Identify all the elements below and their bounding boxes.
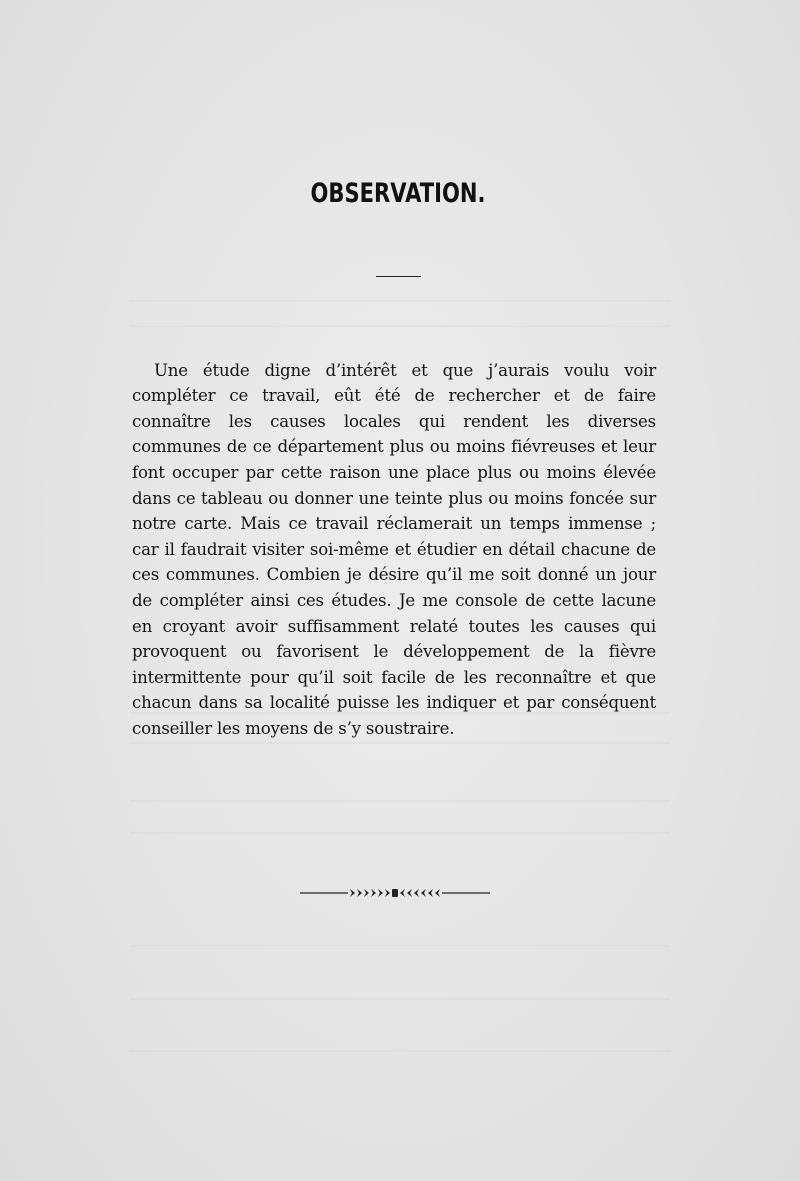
tailpiece-ornament-icon xyxy=(300,887,490,899)
bleed-through-line xyxy=(130,300,670,302)
bleed-through-line xyxy=(130,742,670,744)
bleed-through-line xyxy=(130,325,670,327)
bleed-through-line xyxy=(130,998,670,1000)
bleed-through-line xyxy=(130,800,670,802)
title-divider xyxy=(376,276,421,277)
bleed-through-line xyxy=(130,1050,670,1052)
decorative-tailpiece-icon xyxy=(0,884,790,903)
page-title: OBSERVATION. xyxy=(310,178,486,209)
bleed-through-line xyxy=(130,945,670,947)
body-paragraph: Une étude digne d’intérêt et que j’aurais voulu voir compléter ce travail, eût été de rechercher et de faire connaître les causes locales qui rendent les diverses communes de ce département plus ou moins fiévreuses et leur font occuper par cette raison une place plus ou moins élevée dans ce tableau ou donner une teinte plus ou moins foncée sur notre carte. Mais ce travail réclamerait un temps immense ; car il faudrait visiter soi-même et étudier en détail chacune de ces communes. Combien je désire qu’il me soit donné un jour de compléter ainsi ces études. Je me console de cette lacune en croyant avoir suffisamment relaté toutes les causes qui provoquent ou favorisent le développement de la fièvre intermittente pour qu’il soit facile de les reconnaître et que chacun dans sa localité puisse les indiquer et par conséquent conseiller les moyens de s’y soustraire. xyxy=(132,360,656,738)
bleed-through-line xyxy=(130,832,670,834)
